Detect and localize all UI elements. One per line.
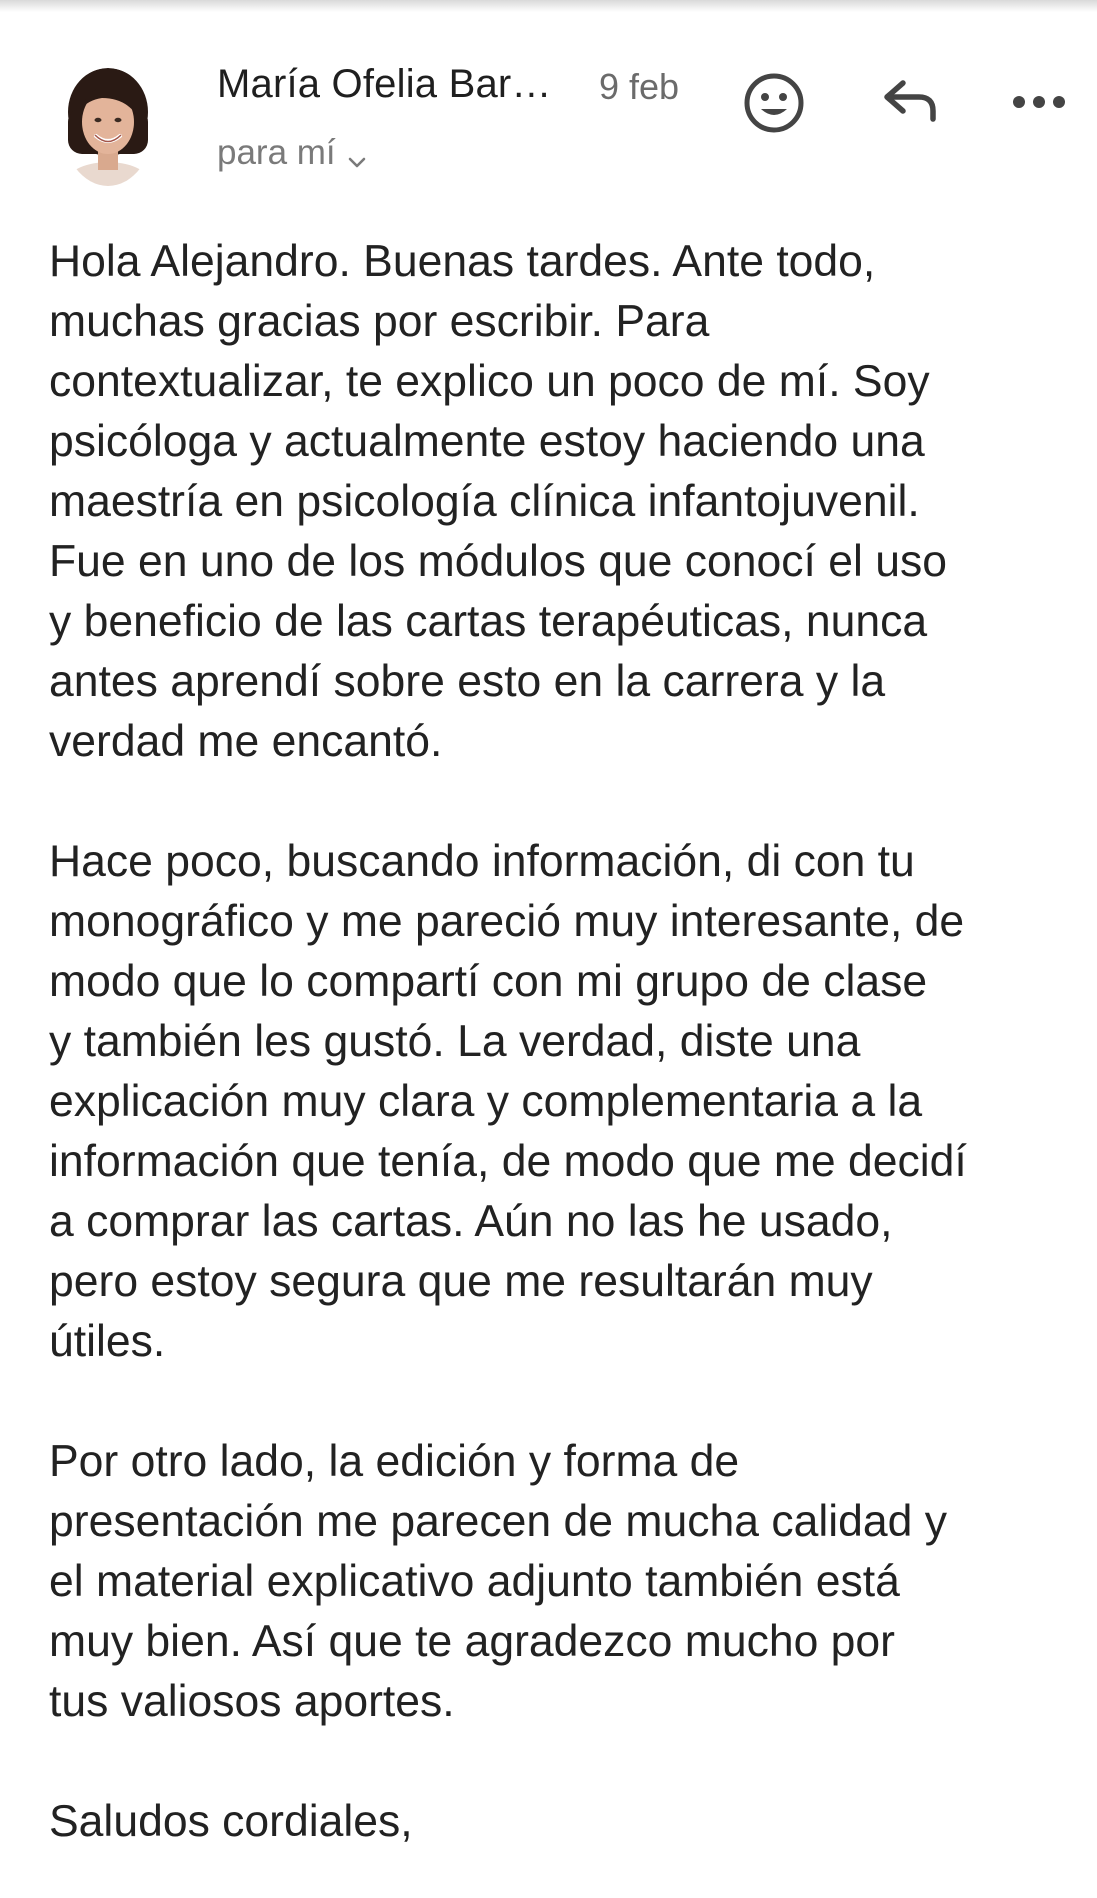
more-options-button[interactable]: [1008, 80, 1070, 124]
message-header: [0, 0, 1097, 200]
message-line: pero estoy segura que me resultarán muy: [49, 1257, 873, 1306]
message-line: el material explicativo adjunto también está: [49, 1557, 900, 1606]
message-line: contextualizar, te explico un poco de mí. Soy: [49, 357, 930, 406]
chevron-down-icon: [346, 142, 368, 164]
message-paragraph: [49, 1792, 1079, 1852]
message-line: muchas gracias por escribir. Para: [49, 297, 710, 346]
smiley-icon: [742, 71, 806, 135]
message-line: antes aprendí sobre esto en la carrera y la: [49, 657, 886, 706]
message-line: monográfico y me pareció muy interesante, de: [49, 897, 965, 946]
recipient-label: para mí: [217, 133, 336, 172]
message-line: verdad me encantó.: [49, 717, 443, 766]
message-line: Por otro lado, la edición y forma de: [49, 1437, 740, 1486]
message-paragraph: [49, 232, 1079, 772]
message-line: Hola Alejandro. Buenas tardes. Ante todo,: [49, 237, 876, 286]
message-line: útiles.: [49, 1317, 166, 1366]
reply-arrow-icon: [881, 77, 941, 127]
message-line: y beneficio de las cartas terapéuticas, nunca: [49, 597, 928, 646]
add-reaction-button[interactable]: [741, 70, 807, 136]
more-dots-icon: [1012, 92, 1066, 112]
message-paragraph: [49, 1432, 1079, 1732]
reply-button[interactable]: [878, 74, 944, 130]
message-body: [49, 232, 1079, 1898]
message-date: 9 feb: [599, 66, 680, 107]
sender-name[interactable]: María Ofelia Bar…: [217, 62, 552, 106]
sender-avatar[interactable]: [62, 68, 154, 186]
avatar-photo-icon: [62, 68, 154, 186]
message-line: tus valiosos aportes.: [49, 1677, 455, 1726]
message-line: muy bien. Así que te agradezco mucho por: [49, 1617, 895, 1666]
message-line: Hace poco, buscando información, di con tu: [49, 837, 915, 886]
message-line: presentación me parecen de mucha calidad y: [49, 1497, 947, 1546]
recipient-toggle[interactable]: [217, 133, 368, 173]
message-paragraph: [49, 832, 1079, 1372]
message-line: psicóloga y actualmente estoy haciendo una: [49, 417, 925, 466]
message-line: modo que lo compartí con mi grupo de clase: [49, 957, 928, 1006]
message-line: a comprar las cartas. Aún no las he usado,: [49, 1197, 893, 1246]
message-line: y también les gustó. La verdad, diste una: [49, 1017, 861, 1066]
message-line: información que tenía, de modo que me decidí: [49, 1137, 967, 1186]
message-line: explicación muy clara y complementaria a la: [49, 1077, 923, 1126]
message-line: maestría en psicología clínica infantojuvenil.: [49, 477, 920, 526]
message-line: Fue en uno de los módulos que conocí el uso: [49, 537, 948, 586]
message-line: Saludos cordiales,: [49, 1797, 413, 1846]
